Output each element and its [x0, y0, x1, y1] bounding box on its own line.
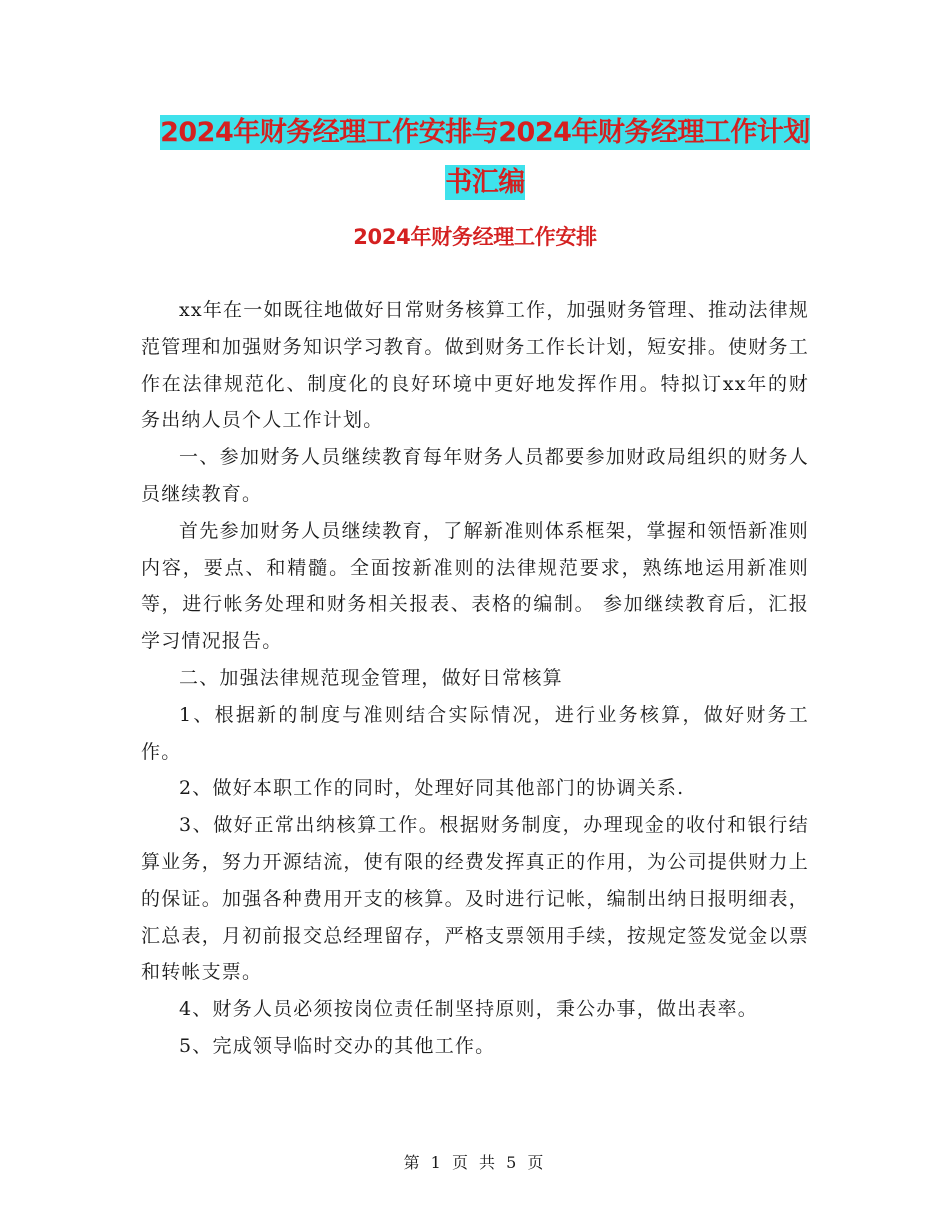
paragraph-subitem-5: 5、完成领导临时交办的其他工作。 — [179, 1034, 496, 1057]
document-title — [150, 108, 820, 208]
paragraph-item-1: 一、参加财务人员继续教育每年财务人员都要参加财政局组织的财务人员继续教育。 — [141, 446, 809, 505]
paragraph-intro: xx年在一如既往地做好日常财务核算工作，加强财务管理、推动法律规范管理和加强财务知识学习教育。做到财务工作长计划，短安排。使财务工作在法律规范化、制度化的良好环境中更好地发挥作用。特拟订xx年的财务出纳人员个人工作计划。 — [141, 299, 809, 432]
page-footer: 第 1 页 共 5 页 — [403, 1153, 547, 1172]
document-body — [141, 292, 809, 1065]
document-title-line-1: 2024年财务经理工作安排与2024年财务经理工作计划 — [160, 117, 810, 148]
paragraph-item-2: 二、加强法律规范现金管理，做好日常核算 — [179, 666, 563, 689]
paragraph-subitem-3: 3、做好正常出纳核算工作。根据财务制度，办理现金的收付和银行结算业务，努力开源结流，使有限的经费发挥真正的作用，为公司提供财力上的保证。加强各种费用开支的核算。及时进行记帐，编制出纳日报明细表，汇总表，月初前报交总经理留存，严格支票领用手续，按规定签发觉金以票和转帐支票。 — [141, 814, 809, 984]
paragraph-subitem-1: 1、根据新的制度与准则结合实际情况，进行业务核算，做好财务工作。 — [141, 703, 809, 763]
document-title-line-2: 书汇编 — [445, 167, 525, 198]
paragraph-item-1-detail: 首先参加财务人员继续教育，了解新准则体系框架，掌握和领悟新准则内容，要点、和精髓。全面按新准则的法律规范要求，熟练地运用新准则等，进行帐务处理和财务相关报表、表格的编制。 参加继续教育后，汇报学习情况报告。 — [141, 519, 809, 653]
section-heading: 2024年财务经理工作安排 — [353, 225, 597, 249]
paragraph-subitem-4: 4、财务人员必须按岗位责任制坚持原则，秉公办事，做出表率。 — [179, 998, 758, 1021]
paragraph-subitem-2: 2、做好本职工作的同时，处理好同其他部门的协调关系. — [179, 777, 685, 800]
